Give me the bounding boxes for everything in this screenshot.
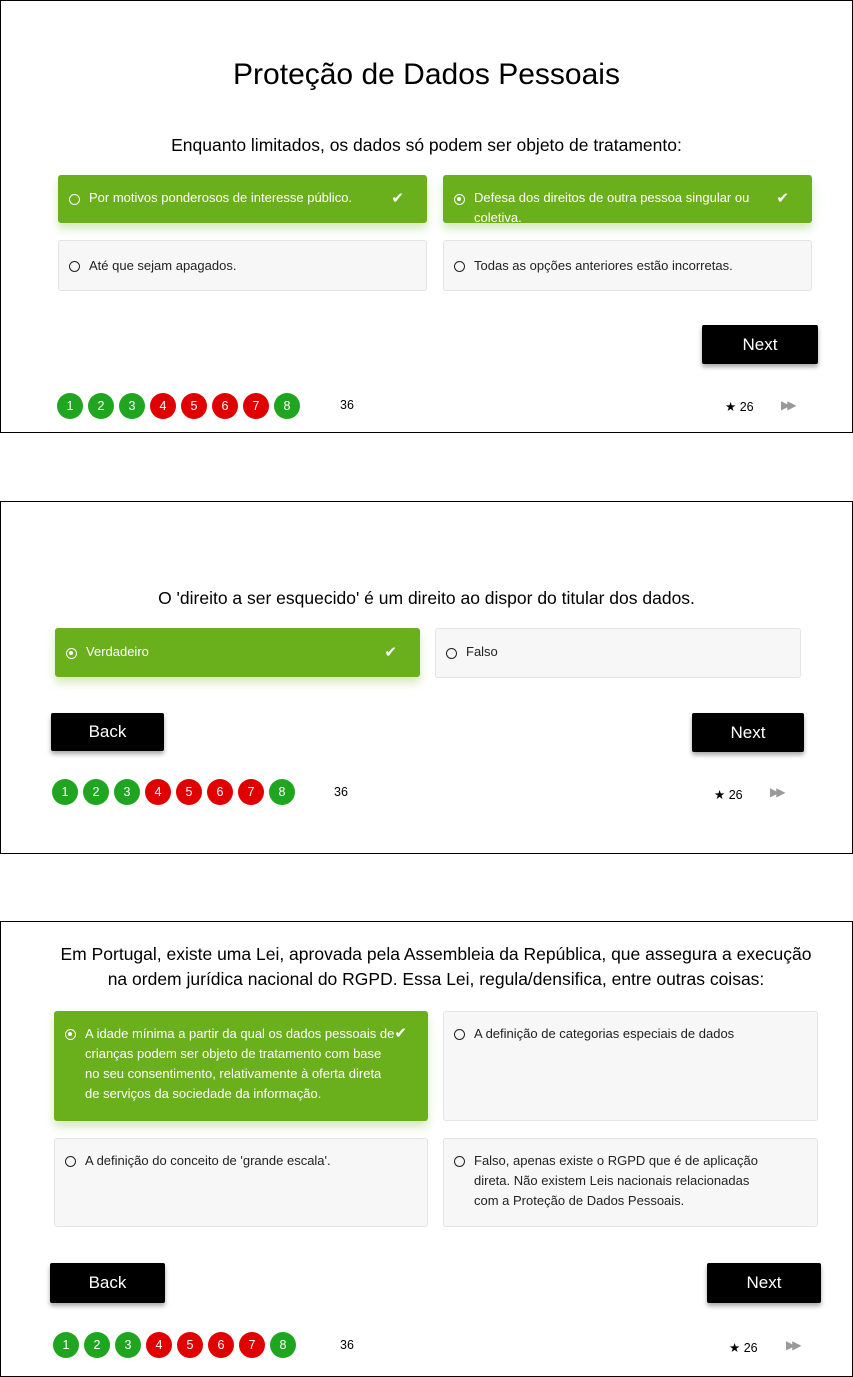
progress-circle[interactable]: 7 <box>243 393 269 419</box>
answer-option-false[interactable] <box>435 628 801 678</box>
answer-option-2[interactable] <box>443 1011 818 1121</box>
fast-forward-icon[interactable]: ▶▶ <box>770 785 783 799</box>
progress-circle[interactable]: 2 <box>83 779 109 805</box>
progress-circle[interactable]: 2 <box>88 393 114 419</box>
answer-option-label: A definição de categorias especiais de dados <box>474 1026 735 1041</box>
answer-option-label: Até que sejam apagados. <box>89 258 237 273</box>
answer-option-4[interactable] <box>443 240 812 291</box>
answer-option-1[interactable] <box>58 175 427 223</box>
page-title: Proteção de Dados Pessoais <box>233 58 620 91</box>
answer-option-label: A idade mínima a partir da qual os dados pessoais de crianças podem ser objeto de tratamento com base no seu consentimento, relativamente à oferta direta de serviços da sociedade da informação. <box>85 1026 395 1101</box>
quiz-panel-2 <box>0 501 853 854</box>
progress-circle[interactable]: 4 <box>146 1332 172 1358</box>
checkmark-icon: ✔ <box>394 1025 407 1042</box>
answer-option-4[interactable] <box>443 1138 818 1227</box>
star-count: 26 <box>728 788 743 802</box>
radio-selected-icon <box>66 648 77 659</box>
question-text: Em Portugal, existe uma Lei, aprovada pela Assembleia da República, que assegura a execução na ordem jurídica nacional do RGPD. Essa Lei, regula/densifica, entre outras coisas: <box>60 944 812 989</box>
progress-circle[interactable]: 3 <box>114 779 140 805</box>
radio-icon <box>446 648 457 659</box>
progress-circle[interactable]: 6 <box>212 393 238 419</box>
star-score <box>714 787 743 802</box>
radio-icon <box>454 261 465 272</box>
checkmark-icon: ✔ <box>776 190 789 207</box>
progress-circle[interactable]: 5 <box>176 779 202 805</box>
progress-circle[interactable]: 3 <box>115 1332 141 1358</box>
progress-circle[interactable]: 8 <box>269 779 295 805</box>
progress-circles <box>53 1332 296 1358</box>
star-count: 26 <box>743 1341 758 1355</box>
next-button[interactable]: Next <box>702 325 818 364</box>
progress-circle[interactable]: 1 <box>52 779 78 805</box>
answer-option-1[interactable] <box>54 1011 428 1121</box>
answer-option-label: A definição do conceito de 'grande escala'. <box>85 1153 331 1168</box>
star-icon: ★ <box>725 400 737 414</box>
progress-circle[interactable]: 8 <box>274 393 300 419</box>
next-button[interactable]: Next <box>692 713 804 752</box>
answer-option-3[interactable] <box>58 240 427 291</box>
radio-icon <box>69 194 80 205</box>
progress-circle[interactable]: 7 <box>238 779 264 805</box>
progress-circle[interactable]: 7 <box>239 1332 265 1358</box>
answer-option-true[interactable] <box>55 628 420 677</box>
answer-option-label: Verdadeiro <box>86 644 149 659</box>
question-count: 36 <box>340 398 354 412</box>
radio-icon <box>454 1156 465 1167</box>
progress-circles <box>52 779 295 805</box>
progress-circle[interactable]: 1 <box>57 393 83 419</box>
quiz-panel-3 <box>0 921 853 1377</box>
question-count: 36 <box>334 785 348 799</box>
radio-icon <box>65 1156 76 1167</box>
radio-icon <box>454 1029 465 1040</box>
answer-option-label: Defesa dos direitos de outra pessoa singular ou coletiva. <box>474 190 750 225</box>
back-button[interactable]: Back <box>51 713 164 751</box>
radio-icon <box>69 261 80 272</box>
progress-circle[interactable]: 6 <box>208 1332 234 1358</box>
answer-option-label: Todas as opções anteriores estão incorretas. <box>474 258 733 273</box>
next-button[interactable]: Next <box>707 1263 821 1303</box>
star-icon: ★ <box>714 788 726 802</box>
question-text: Enquanto limitados, os dados só podem ser objeto de tratamento: <box>171 135 682 155</box>
progress-circle[interactable]: 4 <box>150 393 176 419</box>
star-icon: ★ <box>729 1341 741 1355</box>
progress-circle[interactable]: 3 <box>119 393 145 419</box>
progress-circle[interactable]: 1 <box>53 1332 79 1358</box>
radio-selected-icon <box>454 194 465 205</box>
answer-option-label: Por motivos ponderosos de interesse público. <box>89 190 353 205</box>
progress-circle[interactable]: 6 <box>207 779 233 805</box>
checkmark-icon: ✔ <box>384 644 397 661</box>
progress-circle[interactable]: 5 <box>177 1332 203 1358</box>
answer-option-3[interactable] <box>54 1138 428 1227</box>
fast-forward-icon[interactable]: ▶▶ <box>786 1338 799 1352</box>
quiz-panel-1 <box>0 0 853 433</box>
star-score <box>729 1340 758 1355</box>
question-text: O 'direito a ser esquecido' é um direito ao dispor do titular dos dados. <box>158 588 695 608</box>
answer-option-2[interactable] <box>443 175 812 223</box>
star-score <box>725 399 754 414</box>
progress-circle[interactable]: 8 <box>270 1332 296 1358</box>
progress-circles <box>57 393 300 419</box>
fast-forward-icon[interactable]: ▶▶ <box>781 398 794 412</box>
answer-option-label: Falso <box>466 644 498 659</box>
checkmark-icon: ✔ <box>391 190 404 207</box>
back-button[interactable]: Back <box>50 1263 165 1303</box>
progress-circle[interactable]: 5 <box>181 393 207 419</box>
progress-circle[interactable]: 2 <box>84 1332 110 1358</box>
star-count: 26 <box>739 400 754 414</box>
answer-option-label: Falso, apenas existe o RGPD que é de aplicação direta. Não existem Leis nacionais relacionadas com a Proteção de Dados Pessoais. <box>474 1153 759 1208</box>
radio-selected-icon <box>65 1029 76 1040</box>
progress-circle[interactable]: 4 <box>145 779 171 805</box>
question-count: 36 <box>340 1338 354 1352</box>
